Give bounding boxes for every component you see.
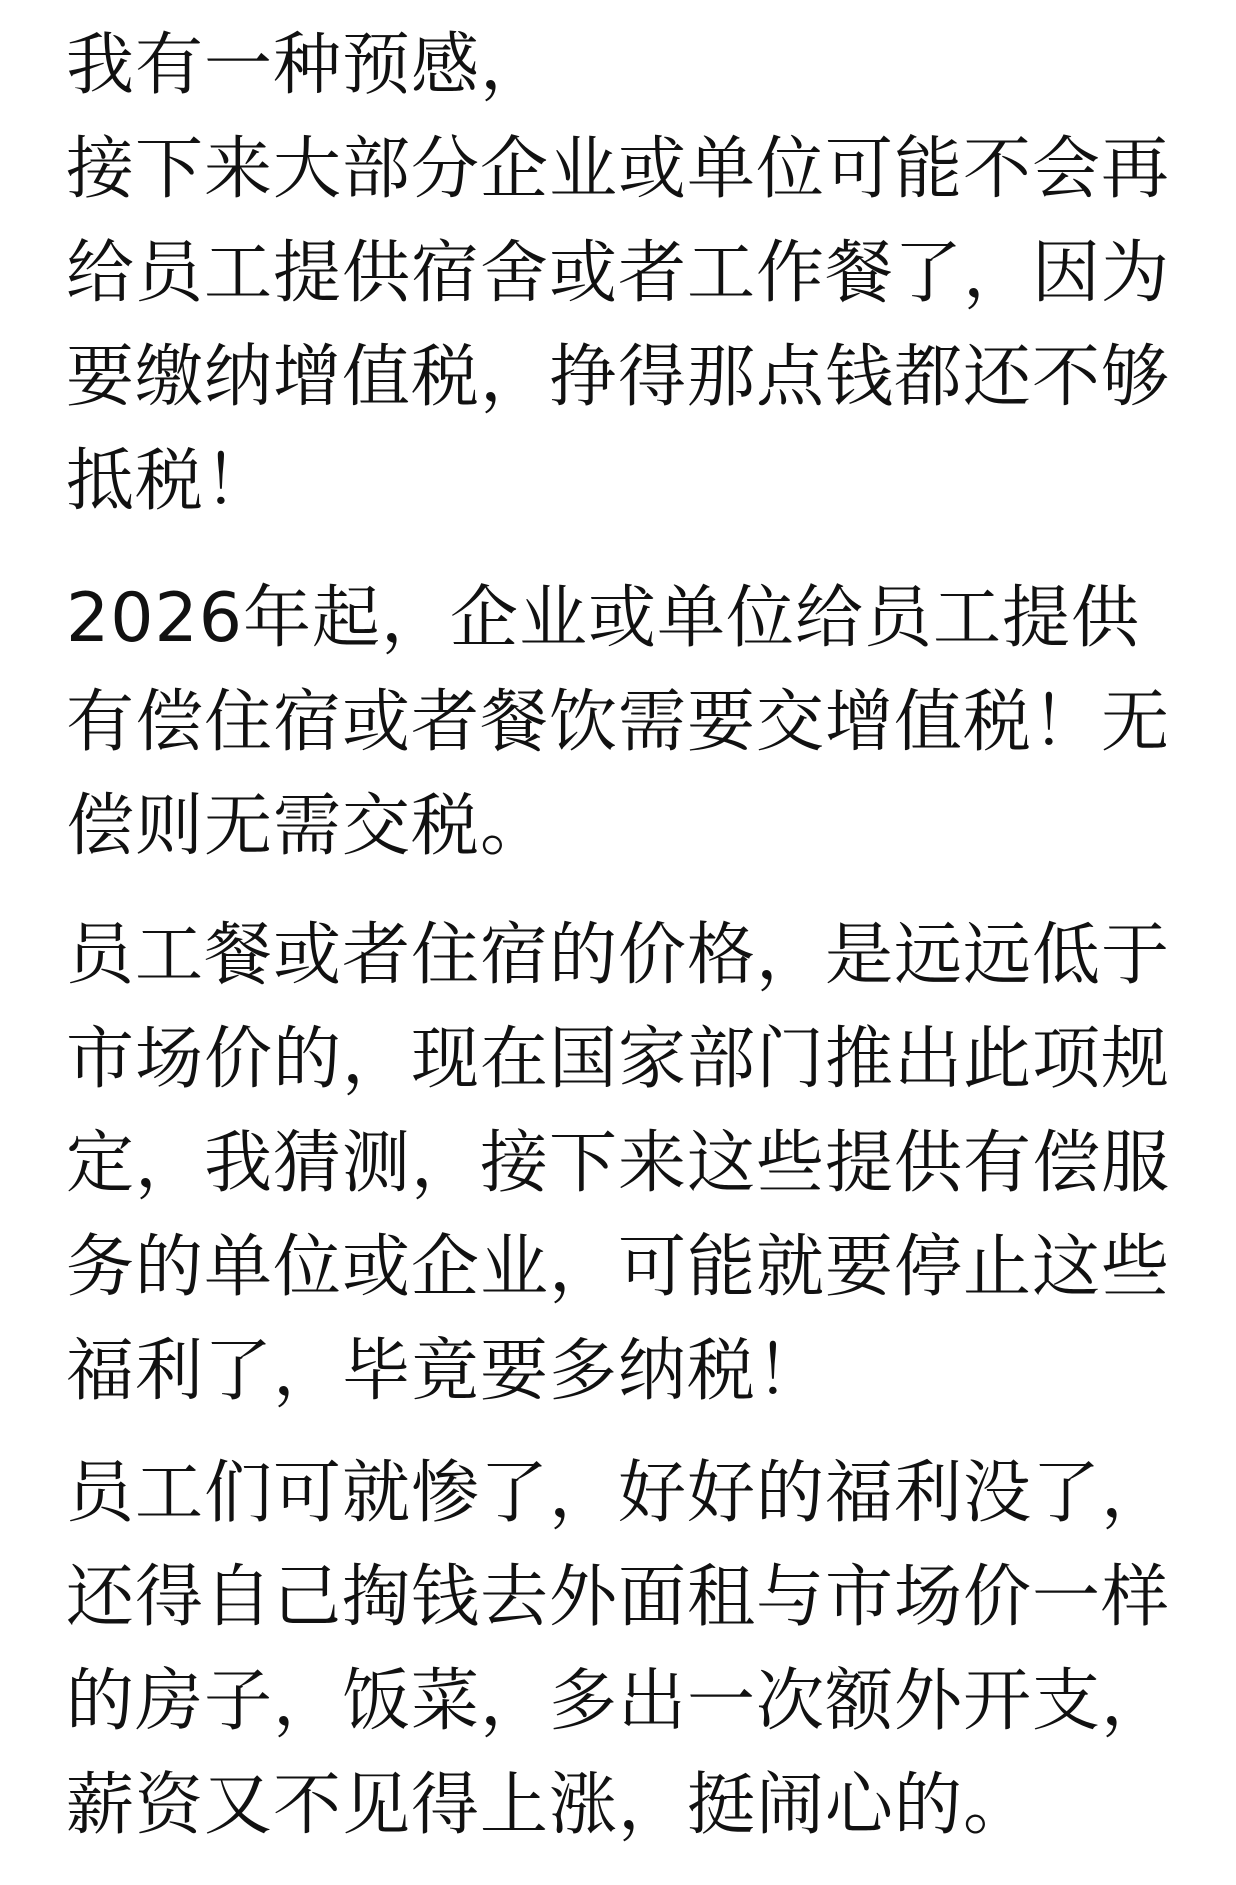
text-line: 薪资又不见得上涨，挺闹心的。 xyxy=(66,1766,1033,1845)
paragraph-2 xyxy=(66,567,1176,879)
text-line: 偿则无需交税。 xyxy=(66,787,550,866)
text-line: 接下来大部分企业或单位可能不会再 xyxy=(66,130,1171,209)
paragraph-1 xyxy=(66,14,1176,534)
text-line: 的房子，饭菜，多出一次额外开支， xyxy=(66,1662,1171,1741)
text-line: 还得自己掏钱去外面租与市场价一样 xyxy=(66,1558,1171,1637)
text-line: 有偿住宿或者餐饮需要交增值税！无 xyxy=(66,683,1171,762)
text-line: 我有一种预感， xyxy=(66,26,550,105)
text-line: 2026年起，企业或单位给员工提供 xyxy=(66,579,1141,658)
text-line: 抵税！ xyxy=(66,442,274,521)
text-line: 员工餐或者住宿的价格，是远远低于 xyxy=(66,916,1171,995)
text-line: 员工们可就惨了，好好的福利没了， xyxy=(66,1454,1171,1533)
text-line: 要缴纳增值税，挣得那点钱都还不够 xyxy=(66,338,1171,417)
paragraph-4 xyxy=(66,1442,1176,1858)
text-line: 务的单位或企业，可能就要停止这些 xyxy=(66,1228,1171,1307)
text-line: 定，我猜测，接下来这些提供有偿服 xyxy=(66,1124,1171,1203)
text-line: 给员工提供宿舍或者工作餐了，因为 xyxy=(66,234,1171,313)
paragraph-3 xyxy=(66,904,1176,1424)
text-line: 市场价的，现在国家部门推出此项规 xyxy=(66,1020,1171,1099)
text-line: 福利了，毕竟要多纳税！ xyxy=(66,1332,826,1411)
